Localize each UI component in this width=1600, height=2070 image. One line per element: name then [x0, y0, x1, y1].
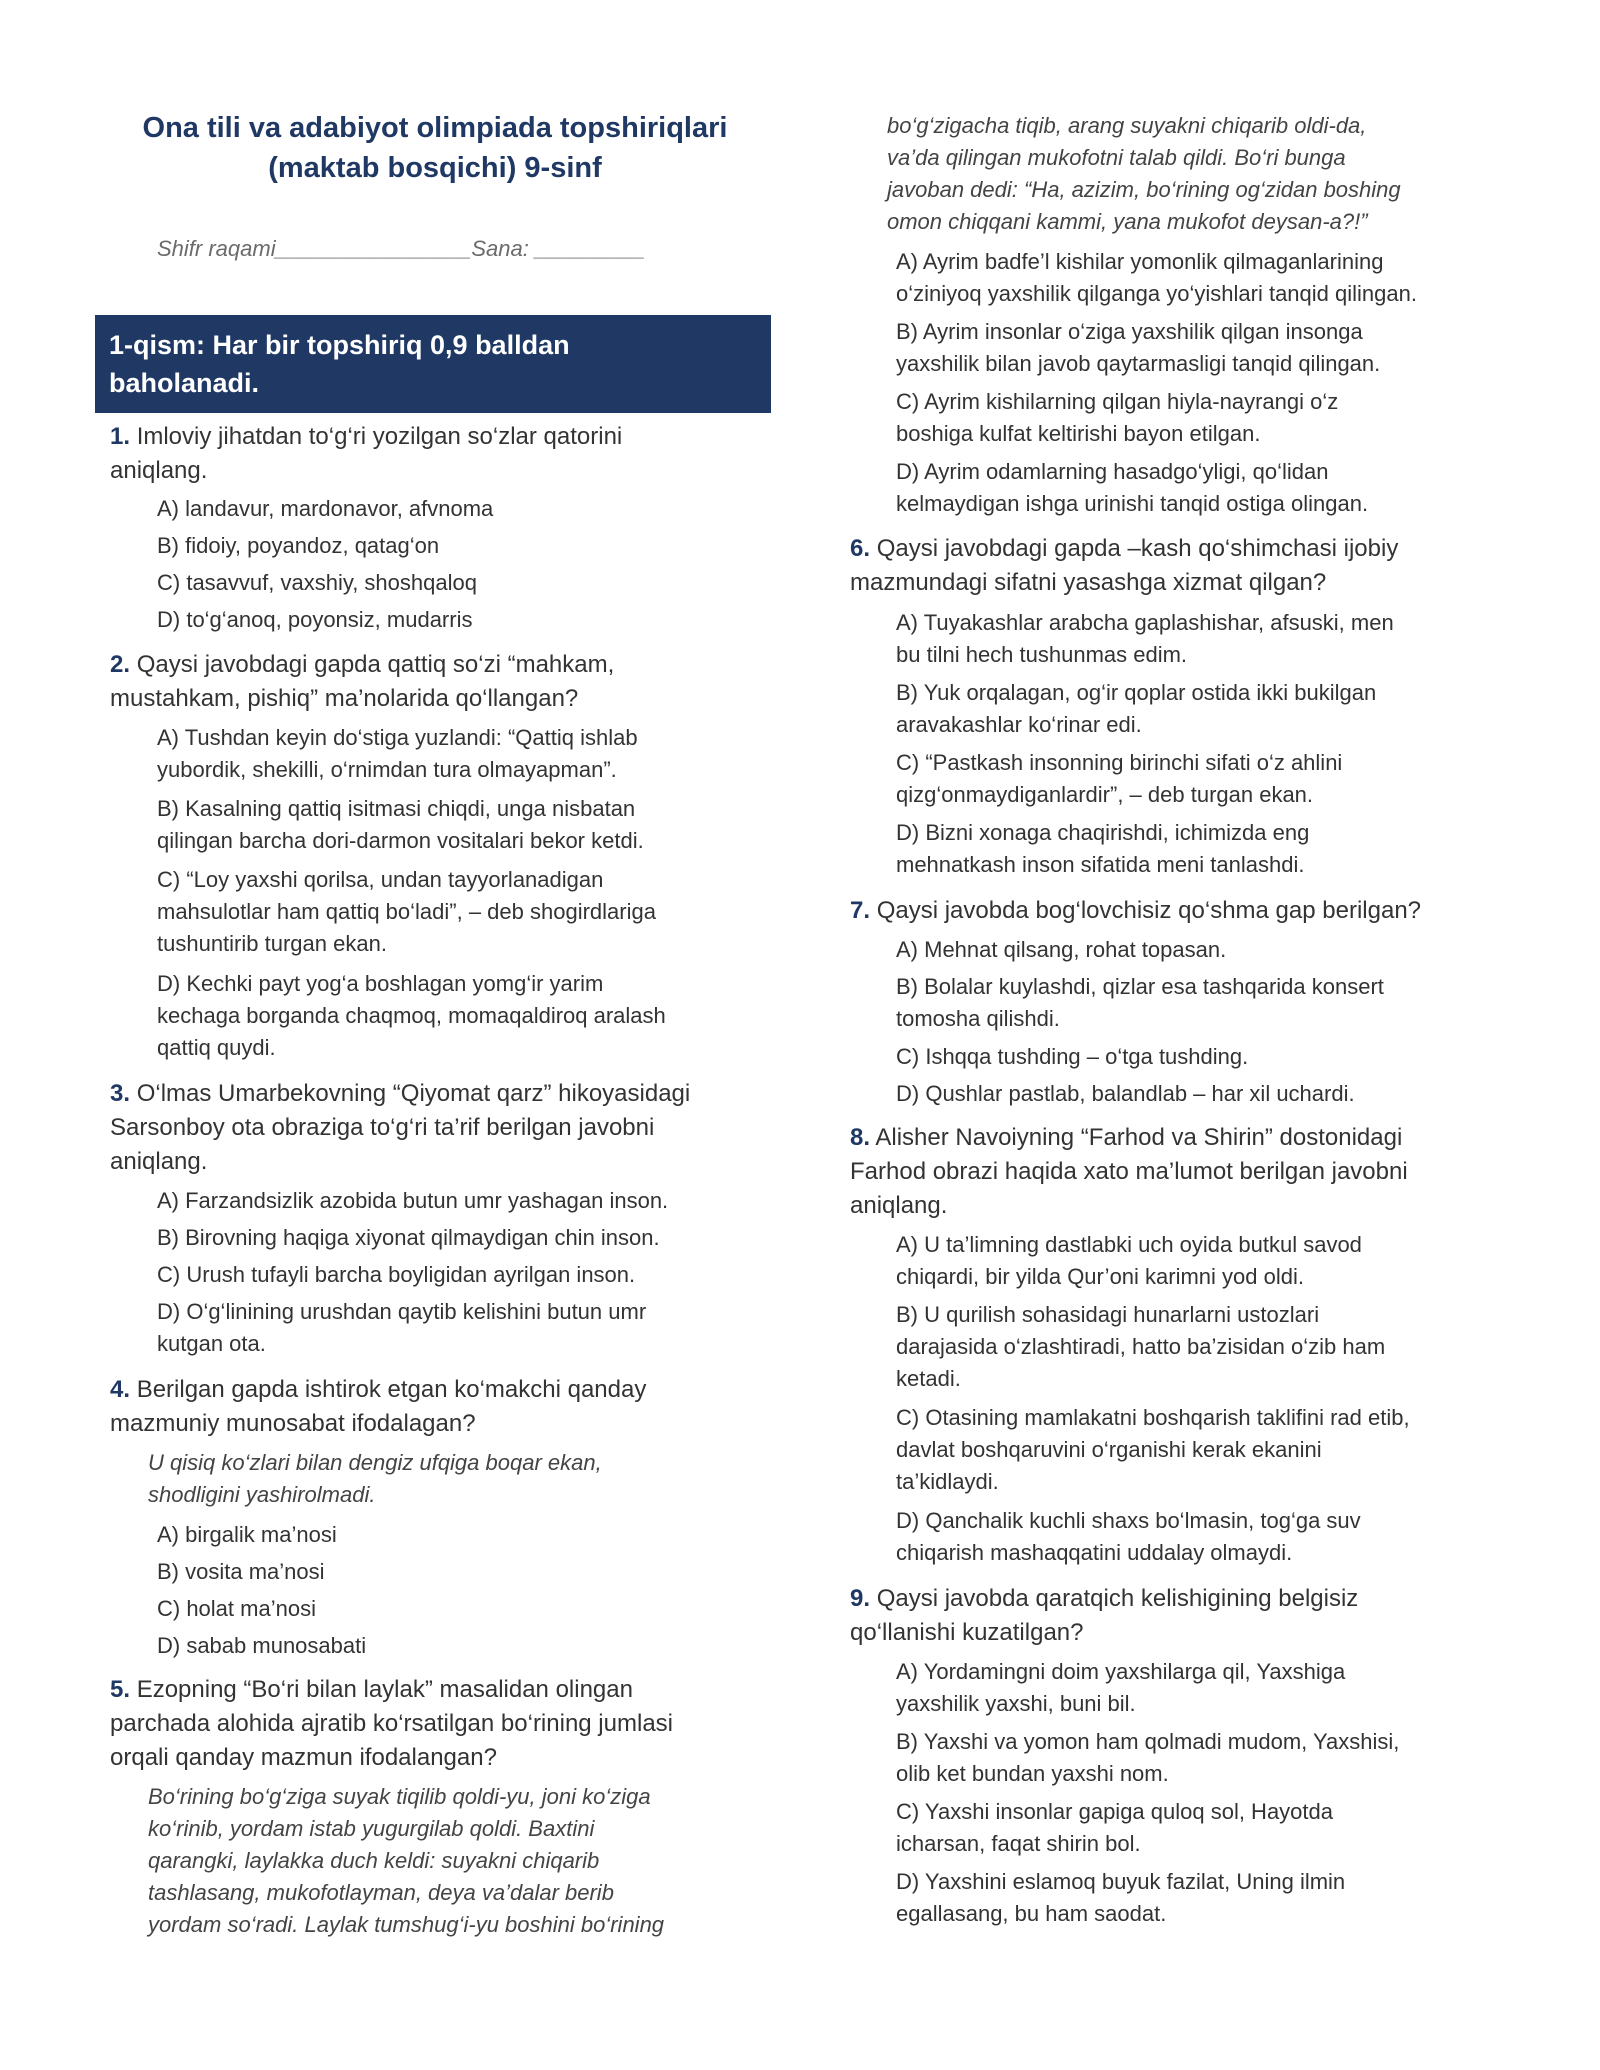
option-c — [896, 1796, 1333, 1860]
cipher-date-line — [157, 236, 645, 262]
option-line: C) Otasining mamlakatni boshqarish taklifini rad etib, — [896, 1405, 1410, 1430]
question-text: Alisher Navoiyning “Farhod va Shirin” dostonidagi — [875, 1124, 1403, 1151]
option-b — [896, 971, 1384, 1035]
option-d — [896, 1866, 1345, 1930]
question-text: Sarsonboy ota obraziga to‘g‘ri ta’rif berilgan javobni — [110, 1114, 655, 1141]
example-sentence — [148, 1447, 602, 1511]
option-b — [157, 793, 644, 857]
question-number: 8. — [850, 1124, 871, 1151]
section-line-1: 1-qism: Har bir topshiriq 0,9 balldan — [109, 330, 570, 360]
option-line: ketadi. — [896, 1366, 961, 1391]
quote-line: javoban dedi: “Ha, azizim, bo‘rining og‘zidan boshing — [887, 177, 1401, 202]
option-line: D) Kechki payt yog‘a boshlagan yomg‘ir yarim — [157, 971, 604, 996]
quote-line: qarangki, laylakka duch keldi: suyakni chiqarib — [148, 1848, 600, 1873]
option-line: o‘ziniyoq yaxshilik qilganga yo‘yishlari tanqid qilingan. — [896, 281, 1417, 306]
quote-line: U qisiq ko‘zlari bilan dengiz ufqiga boqar ekan, — [148, 1450, 602, 1475]
question-9 — [850, 1582, 1490, 1650]
option-line: olib ket bundan yaxshi nom. — [896, 1761, 1169, 1786]
option-c: C) tasavvuf, vaxshiy, shoshqaloq — [157, 570, 477, 595]
option-d — [157, 968, 666, 1064]
option-line: mahsulotlar ham qattiq bo‘ladi”, – deb shogirdlariga — [157, 899, 656, 924]
quote-line: yordam so‘radi. Laylak tumshug‘i-yu boshini bo‘rining — [148, 1912, 665, 1937]
option-a: A) birgalik ma’nosi — [157, 1522, 337, 1547]
option-line: C) “Pastkash insonning birinchi sifati o‘z ahlini — [896, 750, 1343, 775]
question-text: O‘lmas Umarbekovning “Qiyomat qarz” hikoyasidagi — [136, 1080, 691, 1107]
option-d — [896, 817, 1309, 881]
option-line: C) Ayrim kishilarning qilgan hiyla-nayrangi o‘z — [896, 389, 1339, 414]
option-b: B) Birovning haqiga xiyonat qilmaydigan chin inson. — [157, 1225, 660, 1250]
option-line: chiqardi, bir yilda Qur’oni karimni yod oldi. — [896, 1264, 1304, 1289]
option-b — [896, 1726, 1399, 1790]
question-number: 1. — [110, 423, 131, 450]
option-line: yaxshilik yaxshi, buni bil. — [896, 1691, 1136, 1716]
option-line: egallasang, bu ham saodat. — [896, 1901, 1167, 1926]
option-d: D) Qushlar pastlab, balandlab – har xil uchardi. — [896, 1081, 1355, 1106]
option-line: A) Tushdan keyin do‘stiga yuzlandi: “Qattiq ishlab — [157, 725, 638, 750]
option-line: icharsan, faqat shirin bol. — [896, 1831, 1141, 1856]
question-text: Farhod obrazi haqida xato ma’lumot berilgan javobni — [850, 1158, 1408, 1185]
question-8 — [850, 1121, 1490, 1223]
question-7 — [850, 894, 1490, 928]
option-c: C) holat ma’nosi — [157, 1596, 316, 1621]
option-a — [896, 1656, 1345, 1720]
option-line: A) Tuyakashlar arabcha gaplashishar, afsuski, men — [896, 610, 1394, 635]
question-number: 6. — [850, 535, 871, 562]
option-a: A) Farzandsizlik azobida butun umr yashagan inson. — [157, 1188, 669, 1213]
question-5 — [110, 1673, 770, 1775]
option-line: B) Bolalar kuylashdi, qizlar esa tashqarida konsert — [896, 974, 1384, 999]
option-line: qizg‘onmaydiganlardir”, – deb turgan ekan. — [896, 782, 1314, 807]
option-line: yubordik, shekilli, o‘rnimdan tura olmayapman”. — [157, 757, 617, 782]
option-line: qattiq quydi. — [157, 1035, 276, 1060]
question-text: aniqlang. — [110, 1148, 208, 1175]
option-c — [157, 864, 656, 960]
question-text: mustahkam, pishiq” ma’nolarida qo‘llangan? — [110, 685, 579, 712]
option-c: C) Urush tufayli barcha boyligidan ayrilgan inson. — [157, 1262, 636, 1287]
option-line: bu tilni hech tushunmas edim. — [896, 642, 1188, 667]
question-text: mazmuniy munosabat ifodalagan? — [110, 1410, 476, 1437]
question-number: 2. — [110, 651, 131, 678]
quote-line: ko‘rinib, yordam istab yugurgilab qoldi. Baxtini — [148, 1816, 595, 1841]
question-text: Qaysi javobda bog‘lovchisiz qo‘shma gap berilgan? — [876, 897, 1422, 924]
option-line: yaxshilik bilan javob qaytarmasligi tanqid qilingan. — [896, 351, 1381, 376]
option-a — [896, 1229, 1362, 1293]
question-text: Imloviy jihatdan to‘g‘ri yozilgan so‘zlar qatorini — [136, 423, 623, 450]
question-number: 9. — [850, 1585, 871, 1612]
question-text: orqali qanday mazmun ifodalangan? — [110, 1744, 497, 1771]
option-d — [157, 1296, 646, 1360]
question-1 — [110, 420, 770, 488]
question-text: mazmundagi sifatni yasashga xizmat qilgan? — [850, 569, 1327, 596]
option-line: kutgan ota. — [157, 1331, 266, 1356]
option-line: chiqarish mashaqqatini uddalay olmaydi. — [896, 1540, 1293, 1565]
question-text: aniqlang. — [110, 457, 208, 484]
option-c — [896, 386, 1338, 450]
option-a: A) landavur, mardonavor, afvnoma — [157, 496, 494, 521]
title-line-1: Ona tili va adabiyot olimpiada topshiriqlari — [142, 112, 728, 144]
option-line: A) U ta’limning dastlabki uch oyida butkul savod — [896, 1232, 1362, 1257]
option-line: davlat boshqaruvini o‘rganishi kerak ekanini — [896, 1437, 1322, 1462]
option-line: ta’kidlaydi. — [896, 1469, 999, 1494]
question-text: Qaysi javobdagi gapda qattiq so‘zi “mahkam, — [136, 651, 615, 678]
quote-line: tashlasang, mukofotlayman, deya va’dalar berib — [148, 1880, 614, 1905]
date-label: Sana: _________ — [471, 236, 646, 261]
quote-line: shodligini yashirolmadi. — [148, 1482, 376, 1507]
question-3 — [110, 1077, 770, 1179]
question-number: 3. — [110, 1080, 131, 1107]
option-a — [157, 722, 638, 786]
quote-line: Bo‘rining bo‘g‘ziga suyak tiqilib qoldi-yu, joni ko‘ziga — [148, 1784, 651, 1809]
option-line: D) Yaxshini eslamoq buyuk fazilat, Uning ilmin — [896, 1869, 1346, 1894]
option-line: B) Yaxshi va yomon ham qolmadi mudom, Yaxshisi, — [896, 1729, 1400, 1754]
option-a: A) Mehnat qilsang, rohat topasan. — [896, 937, 1227, 962]
page-title — [95, 108, 775, 188]
question-number: 4. — [110, 1376, 131, 1403]
question-text: Ezopning “Bo‘ri bilan laylak” masalidan olingan — [136, 1676, 633, 1703]
option-b — [896, 677, 1376, 741]
option-line: kechaga borganda chaqmoq, momaqaldiroq aralash — [157, 1003, 666, 1028]
option-line: D) Ayrim odamlarning hasadgo‘yligi, qo‘lidan — [896, 459, 1329, 484]
option-b: B) fidoiy, poyandoz, qatag‘on — [157, 533, 440, 558]
option-line: D) O‘g‘linining urushdan qaytib kelishini butun umr — [157, 1299, 647, 1324]
quote-line: va’da qilingan mukofotni talab qildi. Bo‘ri bunga — [887, 145, 1346, 170]
question-number: 5. — [110, 1676, 131, 1703]
option-line: qilingan barcha dori-darmon vositalari bekor ketdi. — [157, 828, 644, 853]
option-line: boshiga kulfat keltirishi bayon etilgan. — [896, 421, 1261, 446]
option-line: tushuntirib turgan ekan. — [157, 931, 387, 956]
option-line: B) Kasalning qattiq isitmasi chiqdi, unga nisbatan — [157, 796, 636, 821]
option-d — [896, 1505, 1361, 1569]
option-line: C) “Loy yaxshi qorilsa, undan tayyorlanadigan — [157, 867, 604, 892]
option-line: mehnatkash inson sifatida meni tanlashdi. — [896, 852, 1305, 877]
question-text: Berilgan gapda ishtirok etgan ko‘makchi qanday — [136, 1376, 647, 1403]
option-c: C) Ishqqa tushding – o‘tga tushding. — [896, 1044, 1249, 1069]
option-line: B) Yuk orqalagan, og‘ir qoplar ostida ikki bukilgan — [896, 680, 1377, 705]
option-line: kelmaydigan ishga urinishi tanqid ostiga olingan. — [896, 491, 1369, 516]
option-b — [896, 316, 1380, 380]
quote-line: omon chiqqani kammi, yana mukofot deysan-a?!” — [887, 209, 1368, 234]
question-text: qo‘llanishi kuzatilgan? — [850, 1619, 1084, 1646]
question-text: aniqlang. — [850, 1192, 948, 1219]
option-line: D) Bizni xonaga chaqirishdi, ichimizda eng — [896, 820, 1310, 845]
fable-excerpt-continued — [887, 110, 1401, 238]
option-line: C) Yaxshi insonlar gapiga quloq sol, Hayotda — [896, 1799, 1334, 1824]
question-2 — [110, 648, 770, 716]
option-line: B) Ayrim insonlar o‘ziga yaxshilik qilgan insonga — [896, 319, 1363, 344]
fable-excerpt — [148, 1781, 664, 1941]
option-c — [896, 747, 1342, 811]
option-line: A) Ayrim badfe’l kishilar yomonlik qilmaganlarining — [896, 249, 1384, 274]
option-line: aravakashlar ko‘rinar edi. — [896, 712, 1142, 737]
section-line-2: baholanadi. — [109, 368, 260, 398]
option-d: D) sabab munosabati — [157, 1633, 367, 1658]
option-d — [896, 456, 1368, 520]
question-text: parchada alohida ajratib ko‘rsatilgan bo‘rining jumlasi — [110, 1710, 673, 1737]
question-4 — [110, 1373, 770, 1441]
option-line: tomosha qilishdi. — [896, 1006, 1060, 1031]
question-6 — [850, 532, 1490, 600]
option-line: darajasida o‘zlashtiradi, hatto ba’zisidan o‘zib ham — [896, 1334, 1386, 1359]
question-number: 7. — [850, 897, 871, 924]
option-b: B) vosita ma’nosi — [157, 1559, 325, 1584]
title-line-2: (maktab bosqichi) 9-sinf — [268, 152, 602, 184]
option-line: D) Qanchalik kuchli shaxs bo‘lmasin, tog‘ga suv — [896, 1508, 1361, 1533]
option-a — [896, 246, 1417, 310]
question-text: Qaysi javobdagi gapda –kash qo‘shimchasi ijobiy — [876, 535, 1399, 562]
option-b — [896, 1299, 1385, 1395]
section-banner — [95, 315, 771, 413]
option-c — [896, 1402, 1410, 1498]
option-a — [896, 607, 1394, 671]
option-line: A) Yordamingni doim yaxshilarga qil, Yaxshiga — [896, 1659, 1346, 1684]
option-d: D) to‘g‘anoq, poyonsiz, mudarris — [157, 607, 473, 632]
question-text: Qaysi javobda qaratqich kelishigining belgisiz — [876, 1585, 1359, 1612]
option-line: B) U qurilish sohasidagi hunarlarni ustozlari — [896, 1302, 1320, 1327]
quote-line: bo‘g‘zigacha tiqib, arang suyakni chiqarib oldi-da, — [887, 113, 1367, 138]
cipher-label: Shifr raqami________________ — [157, 236, 472, 261]
